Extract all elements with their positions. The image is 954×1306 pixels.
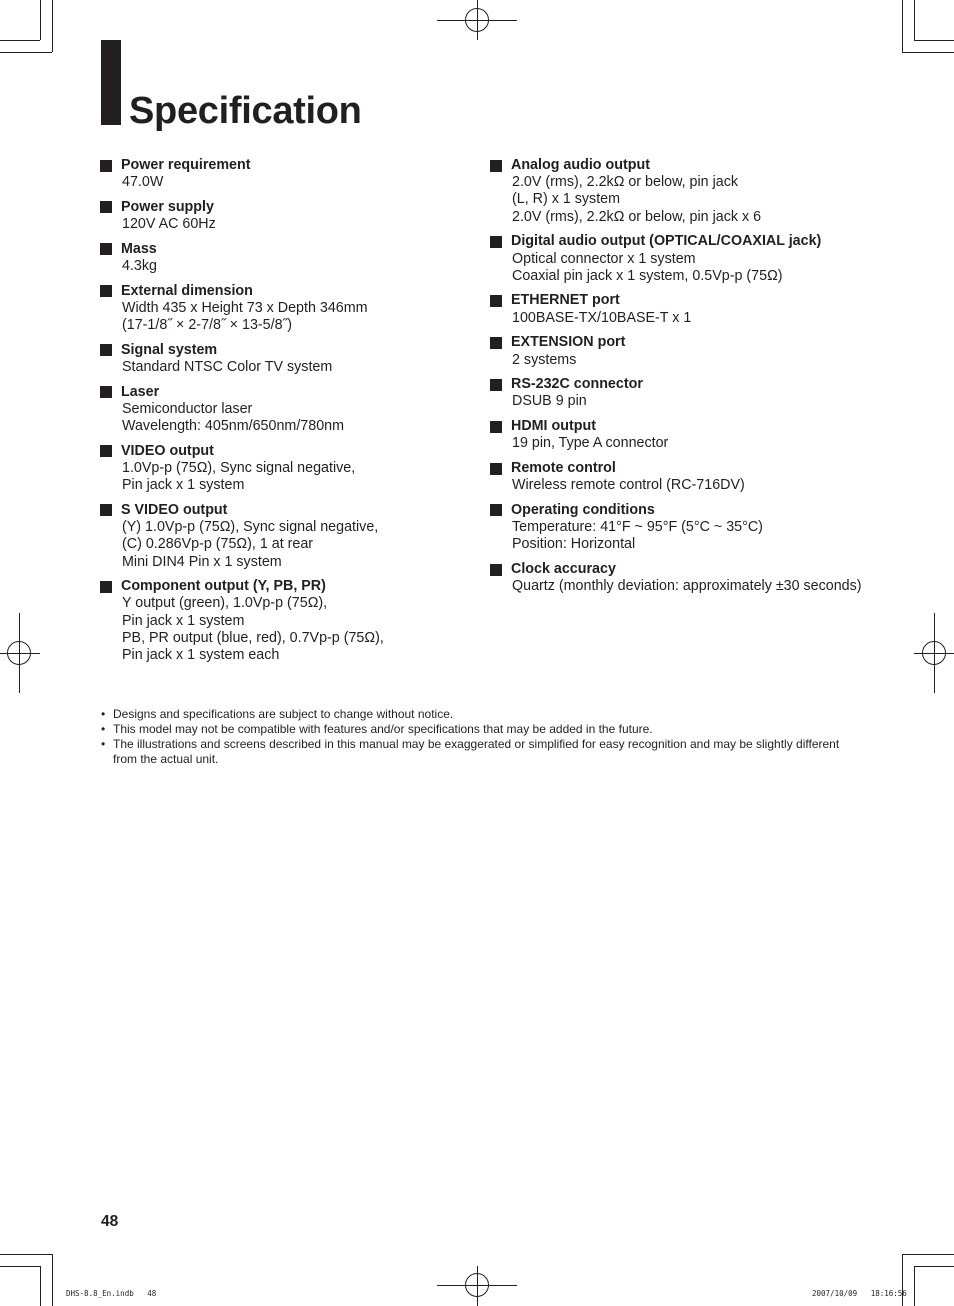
square-bullet-icon — [100, 386, 112, 398]
spec-value: Wavelength: 405nm/650nm/780nm — [122, 418, 344, 435]
spec-item — [490, 460, 890, 494]
spec-value: 120V AC 60Hz — [122, 216, 216, 233]
spec-value: Pin jack x 1 system — [122, 477, 245, 494]
spec-item — [100, 384, 470, 436]
spec-value: Position: Horizontal — [512, 536, 636, 553]
spec-value: Pin jack x 1 system — [122, 612, 245, 629]
spec-value: 2.0V (rms), 2.2kΩ or below, pin jack — [512, 174, 739, 191]
spec-value: Mini DIN4 Pin x 1 system — [122, 553, 282, 570]
spec-heading: Remote control — [511, 460, 616, 477]
spec-value: 47.0W — [122, 174, 164, 191]
square-bullet-icon — [490, 379, 502, 391]
spec-item — [100, 283, 470, 335]
square-bullet-icon — [490, 236, 502, 248]
spec-value: Optical connector x 1 system — [512, 250, 696, 267]
notes-list — [100, 707, 860, 767]
spec-heading: Clock accuracy — [511, 561, 616, 578]
spec-item — [490, 418, 890, 452]
spec-value: 4.3kg — [122, 258, 157, 275]
page-number: 48 — [101, 1213, 119, 1230]
print-slug-timestamp: 2007/10/09 18:16:56 — [812, 1289, 907, 1298]
spec-item — [490, 233, 890, 285]
spec-heading: S VIDEO output — [121, 501, 228, 518]
spec-item — [490, 502, 890, 554]
square-bullet-icon — [100, 504, 112, 516]
spec-heading: Operating conditions — [511, 501, 655, 518]
title-accent-bar — [101, 40, 121, 125]
spec-column-left — [100, 157, 470, 672]
square-bullet-icon — [100, 160, 112, 172]
spec-value: 2.0V (rms), 2.2kΩ or below, pin jack x 6 — [512, 208, 762, 225]
spec-item — [100, 157, 470, 191]
spec-heading: Power supply — [121, 198, 214, 215]
note-item: • This model may not be compatible with features and/or specifications that may be added in the future. — [100, 722, 860, 737]
spec-item — [100, 443, 470, 495]
spec-value: Wireless remote control (RC-716DV) — [512, 477, 745, 494]
spec-item — [490, 334, 890, 368]
spec-value: (Y) 1.0Vp-p (75Ω), Sync signal negative, — [122, 519, 379, 536]
spec-heading: Digital audio output (OPTICAL/COAXIAL jack) — [511, 233, 822, 250]
spec-heading: ETHERNET port — [511, 292, 620, 309]
square-bullet-icon — [100, 243, 112, 255]
spec-value: 1.0Vp-p (75Ω), Sync signal negative, — [122, 460, 356, 477]
spec-value: PB, PR output (blue, red), 0.7Vp-p (75Ω), — [122, 629, 384, 646]
spec-item — [100, 199, 470, 233]
spec-item — [490, 292, 890, 326]
spec-value: Temperature: 41°F ~ 95°F (5°C ~ 35°C) — [512, 519, 763, 536]
spec-value: Semiconductor laser — [122, 400, 253, 417]
spec-item — [490, 157, 890, 226]
spec-value: (L, R) x 1 system — [512, 191, 621, 208]
square-bullet-icon — [100, 344, 112, 356]
spec-value: Width 435 x Height 73 x Depth 346mm — [122, 299, 368, 316]
square-bullet-icon — [490, 421, 502, 433]
spec-heading: Component output (Y, PB, PR) — [121, 578, 326, 595]
spec-heading: External dimension — [121, 282, 253, 299]
square-bullet-icon — [490, 337, 502, 349]
spec-value: (C) 0.286Vp-p (75Ω), 1 at rear — [122, 536, 314, 553]
spec-value: DSUB 9 pin — [512, 393, 587, 410]
square-bullet-icon — [100, 201, 112, 213]
spec-heading: HDMI output — [511, 418, 596, 435]
spec-item — [100, 578, 470, 664]
spec-item — [100, 342, 470, 376]
spec-value: 19 pin, Type A connector — [512, 435, 669, 452]
note-item: • The illustrations and screens described in this manual may be exaggerated or simplified for easy recognition and may be slightly different from the actual unit. — [100, 737, 860, 767]
spec-heading: VIDEO output — [121, 442, 214, 459]
square-bullet-icon — [100, 581, 112, 593]
square-bullet-icon — [100, 285, 112, 297]
spec-heading: Signal system — [121, 341, 218, 358]
spec-value: Quartz (monthly deviation: approximately ±30 seconds) — [512, 578, 862, 595]
spec-value: Coaxial pin jack x 1 system, 0.5Vp-p (75Ω) — [512, 267, 783, 284]
note-item: • Designs and specifications are subject to change without notice. — [100, 707, 860, 722]
spec-value: 2 systems — [512, 351, 577, 368]
spec-heading: Power requirement — [121, 157, 251, 173]
spec-value: Y output (green), 1.0Vp-p (75Ω), — [122, 595, 328, 612]
spec-value: Pin jack x 1 system each — [122, 647, 280, 664]
square-bullet-icon — [490, 295, 502, 307]
spec-value: 100BASE-TX/10BASE-T x 1 — [512, 309, 692, 326]
square-bullet-icon — [100, 445, 112, 457]
print-slug-file: DHS-8.8_En.indb 48 — [66, 1289, 157, 1298]
page-title: Specification — [129, 90, 362, 132]
square-bullet-icon — [490, 463, 502, 475]
spec-column-right — [490, 157, 890, 603]
spec-heading: Analog audio output — [511, 157, 650, 173]
spec-heading: RS-232C connector — [511, 376, 643, 393]
spec-value: Standard NTSC Color TV system — [122, 359, 333, 376]
spec-item — [100, 502, 470, 571]
spec-heading: Mass — [121, 240, 157, 257]
spec-item — [490, 376, 890, 410]
spec-heading: EXTENSION port — [511, 334, 626, 351]
spec-item — [100, 241, 470, 275]
square-bullet-icon — [490, 504, 502, 516]
square-bullet-icon — [490, 564, 502, 576]
spec-value: (17-1/8˝ × 2-7/8˝ × 13-5/8˝) — [122, 317, 293, 334]
spec-item — [490, 561, 890, 595]
square-bullet-icon — [490, 160, 502, 172]
spec-heading: Laser — [121, 383, 160, 400]
